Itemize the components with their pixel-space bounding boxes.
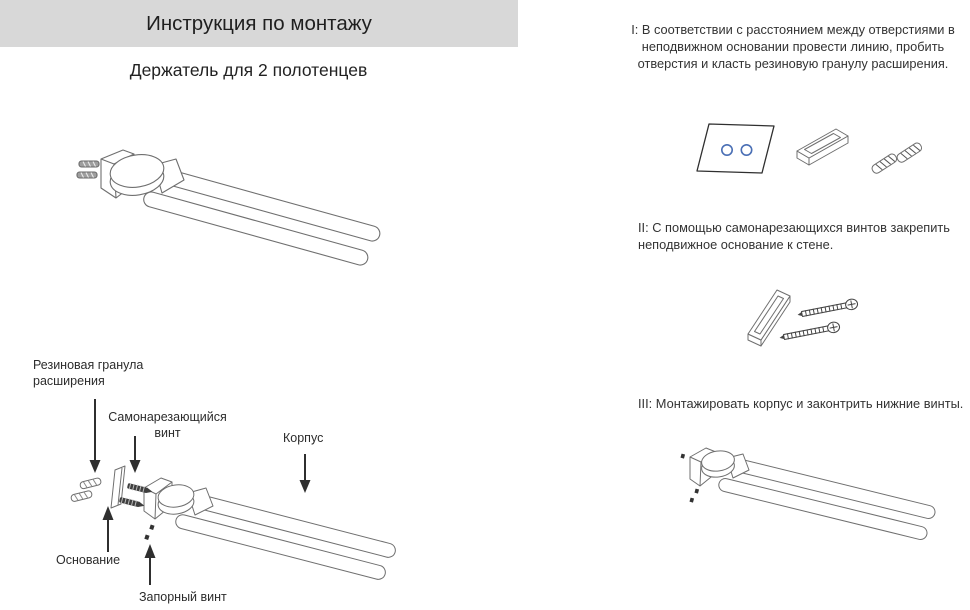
towel-arms-drawing — [142, 159, 382, 267]
self-tapping-screw-drawing — [797, 298, 859, 320]
towel-arms-drawing — [717, 454, 936, 541]
arrow-self-tapping-screw — [130, 436, 141, 473]
towel-arms-drawing — [174, 488, 397, 581]
step-3-text — [638, 395, 970, 412]
label-line: винт — [154, 426, 181, 440]
label-line: Резиновая гранула — [33, 358, 144, 372]
step-line: I: В соответствии с расстоянием между отверстиями в — [631, 22, 955, 37]
label-base: Основание — [56, 553, 121, 567]
step-1-text — [620, 21, 966, 72]
label-line: Самонарезающийся — [108, 410, 227, 424]
locking-screw-dots — [144, 524, 154, 540]
arrow-rubber-plug — [90, 399, 101, 473]
label-line: расширения — [33, 374, 105, 388]
drill-hole — [722, 145, 732, 155]
step-line: неподвижном основании провести линию, пробить — [641, 39, 945, 54]
rubber-plug-drawing — [80, 477, 102, 489]
label-body: Корпус — [283, 431, 324, 445]
step-2-text — [638, 219, 970, 253]
rubber-plug-drawing — [70, 490, 92, 502]
step-2-illustration — [735, 283, 885, 355]
step-1-illustration — [690, 115, 935, 185]
arrow-base — [103, 506, 114, 552]
step-3-illustration — [665, 440, 955, 555]
step-line: II: С помощью самонарезающихся винтов закрепить — [638, 220, 950, 235]
base-frame-drawing — [797, 129, 848, 165]
wall-template-drawing — [697, 124, 774, 173]
self-tapping-screw-drawing — [119, 497, 144, 509]
drill-hole — [741, 145, 751, 155]
product-subtitle: Держатель для 2 полотенцев — [129, 60, 368, 80]
step-line: III: Монтажировать корпус и законтрить нижние винты. — [638, 396, 964, 411]
step-line: неподвижное основание к стене. — [638, 237, 834, 252]
step-line: отверстия и класть резиновую гранулу расширения. — [637, 56, 949, 71]
arrow-body — [300, 454, 311, 493]
rubber-plug-drawing — [871, 142, 924, 175]
exploded-view-illustration — [20, 355, 450, 610]
label-locking-screw: Запорный винт — [139, 590, 227, 604]
arrow-locking-screw — [145, 544, 156, 585]
assembled-holder-illustration — [70, 138, 400, 278]
header-bar — [0, 0, 518, 47]
page-title: Инструкция по монтажу — [146, 11, 372, 35]
self-tapping-screw-drawing — [779, 321, 841, 343]
